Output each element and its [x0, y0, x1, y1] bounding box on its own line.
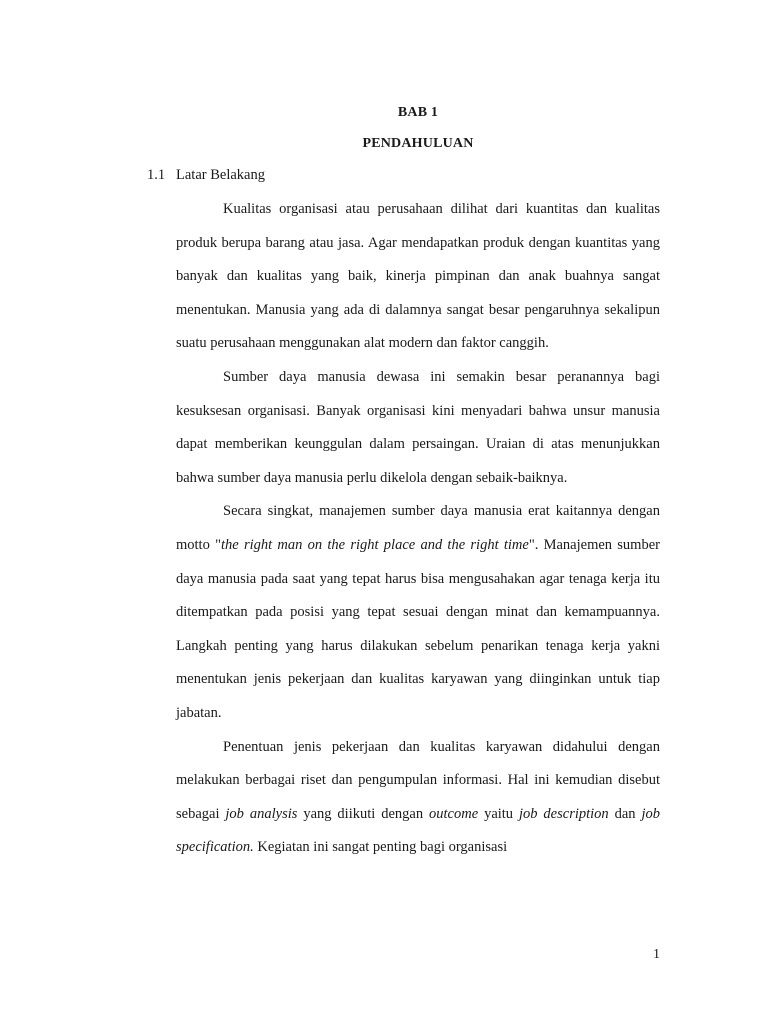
- chapter-title: PENDAHULUAN: [362, 136, 474, 151]
- term-job-analysis: job analysis: [225, 805, 298, 822]
- term-job-description: job description: [518, 805, 609, 822]
- term-outcome: outcome: [429, 805, 479, 822]
- body-text: [176, 193, 660, 865]
- paragraph-2: Sumber daya manusia dewasa ini semakin besar peranannya bagi kesuksesan organisasi. Banyak organisasi kini menyadari bahwa unsur manusia dapat memberikan keunggulan dalam persaingan. Uraian di atas menunjukkan bahwa sumber daya manusia perlu dikelola dengan sebaik-baiknya.: [176, 368, 660, 486]
- section-number: 1.1: [147, 167, 166, 183]
- chapter-number: BAB 1: [397, 105, 439, 120]
- paragraph-3: [176, 495, 660, 730]
- paragraph-4: [176, 731, 660, 865]
- paragraph-4-text-c: yaitu: [478, 805, 519, 822]
- paragraph-4-text-a: Penentuan jenis pekerjaan dan kualitas karyawan didahului dengan melakukan berbagai riset dan pengumpulan informasi. Hal ini kemudian disebut sebagai: [176, 738, 660, 822]
- paragraph-3-text-a: Secara singkat, manajemen sumber daya manusia erat kaitannya dengan motto ": [176, 503, 660, 553]
- paragraph-4-text-b: yang diikuti dengan: [297, 805, 430, 822]
- section-title: Latar Belakang: [176, 167, 265, 183]
- paragraph-3-text-b: ". Manajemen sumber daya manusia pada saat yang tepat harus bisa mengusahakan agar tenaga kerja itu ditempatkan pada posisi yang tepat sesuai dengan minat dan kemampuannya. Langkah penting yang harus dilakukan sebelum penarikan tenaga kerja yakni menentukan jenis pekerjaan dan kualitas karyawan yang diinginkan untuk tiap jabatan.: [176, 536, 660, 721]
- term-job-specification: job specification.: [176, 805, 661, 856]
- paragraph-4-text-e: Kegiatan ini sangat penting bagi organisasi: [253, 839, 508, 856]
- paragraph-1: Kualitas organisasi atau perusahaan dilihat dari kuantitas dan kualitas produk berupa barang atau jasa. Agar mendapatkan produk dengan kuantitas yang banyak dan kualitas yang baik, kinerja pimpinan dan anak buahnya sangat menentukan. Manusia yang ada di dalamnya sangat besar pengaruhnya sekalipun suatu perusahaan menggunakan alat modern dan faktor canggih.: [176, 201, 660, 352]
- page-number: 1: [653, 947, 660, 962]
- section-heading: [147, 167, 265, 184]
- motto-italic: the right man on the right place and the right time: [221, 536, 529, 553]
- paragraph-4-text-d: dan: [608, 805, 642, 822]
